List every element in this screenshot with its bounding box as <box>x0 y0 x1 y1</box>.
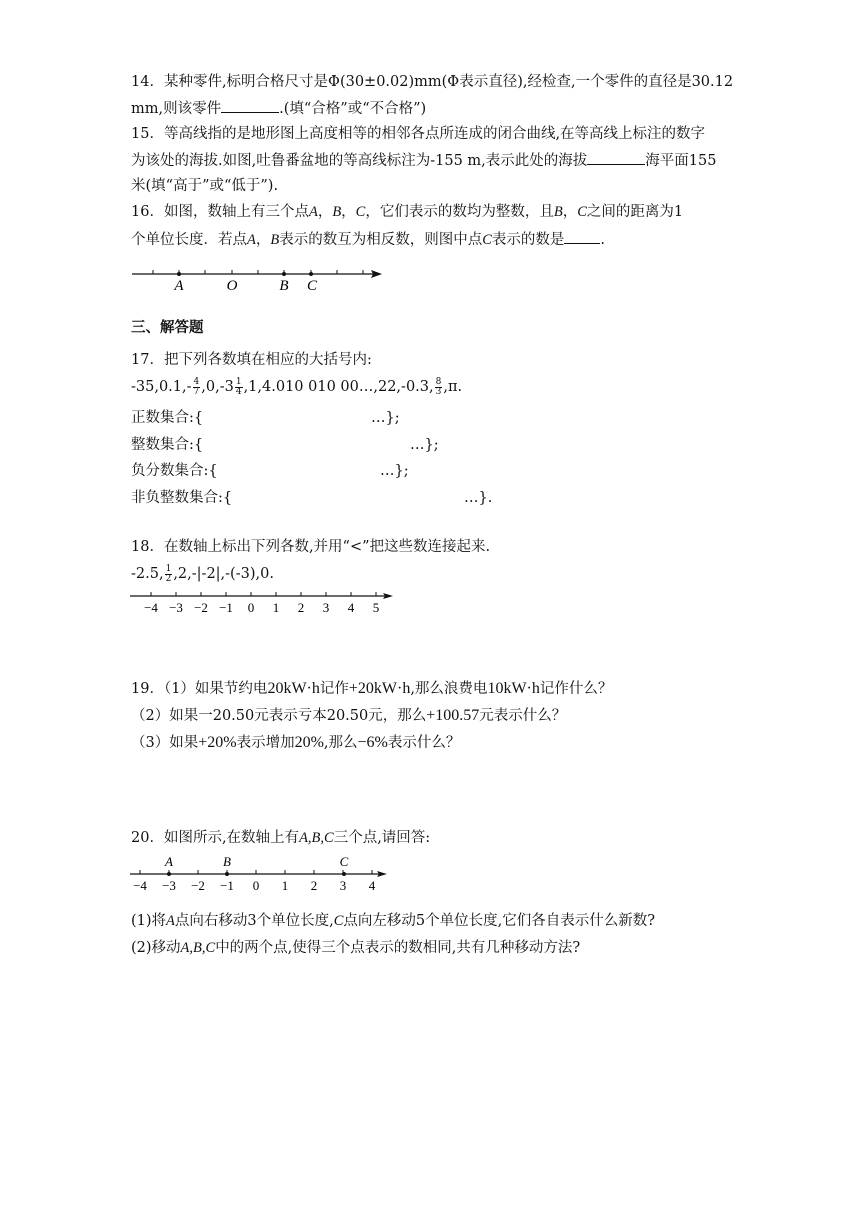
q20-text: 20．如图所示,在数轴上有 <box>131 830 300 846</box>
q20-var: C <box>333 913 344 929</box>
point-a-dot <box>177 272 181 276</box>
q16-comma: ， <box>255 232 271 248</box>
q19-text: 表示什么？ <box>387 735 461 751</box>
q17-nums-c: ,1,4.010 010 00…,22,-0.3, <box>243 379 434 395</box>
point-c-label: C <box>306 278 318 294</box>
point-c-dot <box>309 272 313 276</box>
tick-label: −4 <box>133 878 147 893</box>
q16-text-d: 个单位长度．若点 <box>131 232 247 248</box>
tick-label: 2 <box>297 600 305 615</box>
set-end: …}; <box>371 410 400 426</box>
set-end: …}; <box>410 437 439 453</box>
q19-part2 <box>131 706 566 726</box>
q16-comma: ， <box>341 204 356 220</box>
set-label: 整数集合:{ <box>131 437 204 453</box>
fraction-denominator: 7 <box>193 386 200 397</box>
q17-set-positive <box>131 408 203 428</box>
q14-answer-blank[interactable] <box>221 98 279 113</box>
fraction-numerator: 1 <box>165 563 172 574</box>
q16-var-b: B <box>553 204 563 220</box>
set-label: 正数集合:{ <box>131 410 204 426</box>
q19-text: 记作 <box>319 681 349 697</box>
tick-label: −3 <box>162 878 176 893</box>
q17-set-nonneg-integer <box>131 488 232 508</box>
q17-set-nonneg-integer-end <box>464 488 492 508</box>
q17-set-negative-fraction-end <box>380 461 409 481</box>
tick-label: −1 <box>220 878 234 893</box>
fraction-numerator: 1 <box>235 376 242 387</box>
q20-vars: A,B,C <box>299 830 334 846</box>
tick-label: 1 <box>272 600 280 615</box>
q19-text: （3）如果 <box>131 735 199 751</box>
q16-answer-blank[interactable] <box>564 229 600 244</box>
q19-text: 记作什么？ <box>539 681 613 697</box>
q16-text-e: 表示的数互为相反数，则图中点 <box>279 232 483 248</box>
q20-var: A <box>166 913 175 929</box>
q18-number-line <box>128 588 398 616</box>
q16-text-a: 16．如图，数轴上有三个点 <box>131 204 309 220</box>
point-b-label: B <box>223 854 231 869</box>
fraction-denominator: 3 <box>435 386 442 397</box>
origin-label: O <box>226 278 238 294</box>
section-title-text: 三、解答题 <box>131 320 204 336</box>
q14-text: 14．某种零件,标明合格尺寸是Φ(30±0.02)mm(Φ表示直径),经检查,一个零件的直径是30.12 <box>131 74 734 90</box>
q19-text: ,那么浪费电 <box>410 681 488 697</box>
q19-math: 10kW·h <box>487 680 540 697</box>
q18-fraction <box>165 565 173 584</box>
q16-var-c: C <box>482 232 492 248</box>
tick-label: 0 <box>247 600 255 615</box>
q19-text: 元表示什么？ <box>479 708 567 724</box>
q19-text: ,那么 <box>323 735 358 751</box>
q15-text-c: 米(填“高于”或“低于”). <box>131 178 279 194</box>
q19-math: 20kW·h <box>267 680 320 697</box>
q17-set-negative-fraction <box>131 461 218 481</box>
tick-label: −2 <box>191 878 205 893</box>
q20-text: 点向左移动5个单位长度,它们各自表示什么新数? <box>343 913 656 929</box>
tick-label: 4 <box>368 878 376 893</box>
tick-label: 2 <box>310 878 318 893</box>
q17-fraction <box>235 378 243 397</box>
q19-part3 <box>131 733 460 753</box>
q18-numbers <box>131 564 274 584</box>
q17-nums-d: ,π. <box>443 379 463 395</box>
point-c-dot <box>342 872 346 876</box>
q16-line1 <box>131 202 683 222</box>
section-title <box>131 318 204 338</box>
q14-text-a: mm,则该零件 <box>131 101 222 117</box>
q20-number-line <box>128 853 392 893</box>
q17-intro-text: 17．把下列各数填在相应的大括号内: <box>131 352 372 368</box>
q20-intro <box>131 828 430 848</box>
q20-text: (2)移动 <box>131 940 181 956</box>
q20-text: 中的两个点,使得三个点表示的数相同,共有几种移动方法? <box>215 940 581 956</box>
q15-line2 <box>131 150 716 171</box>
set-end: …}. <box>464 490 493 506</box>
tick-label: 5 <box>372 600 380 615</box>
tick-label: −4 <box>144 600 158 615</box>
q19-math: +20% <box>198 734 237 751</box>
q19-math: −6% <box>357 734 388 751</box>
tick-label: −3 <box>169 600 183 615</box>
q20-text: 点向右移动3个单位长度, <box>174 913 334 929</box>
tick-label: 0 <box>252 878 260 893</box>
point-b-dot <box>282 272 286 276</box>
q16-var-c: C <box>355 204 366 220</box>
q14-text-b: .(填“合格”或“不合格”) <box>279 101 427 117</box>
tick-label: 3 <box>339 878 347 893</box>
point-a-dot <box>167 872 171 876</box>
q18-intro-text: 18．在数轴上标出下列各数,并用“<”把这些数连接起来. <box>131 539 491 555</box>
q14-line1 <box>131 72 733 92</box>
q17-fraction <box>193 378 201 397</box>
q16-var-b: B <box>332 204 342 220</box>
q20-vars: A,B,C <box>180 940 216 956</box>
q18-nums-a: -2.5, <box>131 566 164 582</box>
tick-label: 3 <box>322 600 330 615</box>
q19-text: 表示增加 <box>236 735 295 751</box>
q17-set-integer <box>131 435 203 455</box>
q17-intro <box>131 350 372 370</box>
fraction-numerator: 8 <box>435 376 442 387</box>
q16-period: . <box>600 232 605 248</box>
q16-var-a: A <box>247 232 256 248</box>
q16-text-f: 表示的数是 <box>491 232 565 248</box>
point-c-label: C <box>339 854 349 869</box>
set-end: …}; <box>380 463 409 479</box>
point-a-label: A <box>174 278 184 294</box>
q16-text-b: ，它们表示的数均为整数，且 <box>365 204 554 220</box>
point-b-dot <box>225 872 229 876</box>
fraction-numerator: 4 <box>193 376 200 387</box>
fraction-denominator: 4 <box>235 386 242 397</box>
point-a-label: A <box>165 854 173 869</box>
q17-set-integer-end <box>410 435 439 455</box>
q17-fraction <box>435 378 443 397</box>
point-b-label: B <box>279 278 289 294</box>
q15-text-b: 海平面155 <box>645 153 717 169</box>
q15-line3 <box>131 176 278 196</box>
q16-var-a: A <box>308 204 318 220</box>
set-label: 非负整数集合:{ <box>131 490 233 506</box>
q15-text: 15．等高线指的是地形图上高度相等的相邻各点所连成的闭合曲线,在等高线上标注的数字 <box>131 126 706 142</box>
q20-text: (1)将 <box>131 913 167 929</box>
q19-text: （2）如果一20.50元表示亏本20.50元，那么 <box>131 708 427 724</box>
q16-var-b: B <box>270 232 280 248</box>
q16-var-c: C <box>577 204 587 220</box>
q17-nums-a: -35,0.1,- <box>131 379 192 395</box>
q19-math: 20% <box>294 734 324 751</box>
fraction-denominator: 2 <box>165 573 172 584</box>
q17-set-positive-end <box>371 408 400 428</box>
q15-answer-blank[interactable] <box>587 150 645 165</box>
q14-line2 <box>131 98 426 119</box>
tick-label: 1 <box>281 878 289 893</box>
tick-label: −1 <box>219 600 233 615</box>
q17-numbers <box>131 377 462 397</box>
q18-nums-b: ,2,-|-2|,-(-3),0. <box>173 566 274 582</box>
q19-part1 <box>131 679 612 699</box>
tick-label: 4 <box>347 600 355 615</box>
q18-intro <box>131 537 490 557</box>
set-label: 负分数集合:{ <box>131 463 218 479</box>
q16-comma: ， <box>562 204 578 220</box>
q19-math: +20kW·h <box>348 680 411 697</box>
q20-part1 <box>131 911 655 931</box>
q15-line1 <box>131 124 705 144</box>
tick-label: −2 <box>194 600 208 615</box>
q16-line2 <box>131 229 605 250</box>
q16-text-c: 之间的距离为1 <box>586 204 684 220</box>
q19-text: 19．（1）如果节约电 <box>131 681 268 697</box>
q16-comma: ， <box>317 204 333 220</box>
q15-text-a: 为该处的海拔.如图,吐鲁番盆地的等高线标注为-155 m,表示此处的海拔 <box>131 153 588 169</box>
q20-text: 三个点,请回答: <box>333 830 431 846</box>
q19-math: +100.57 <box>426 707 480 724</box>
q20-part2 <box>131 938 580 958</box>
q17-nums-b: ,0,-3 <box>201 379 234 395</box>
q16-number-line <box>128 262 388 294</box>
